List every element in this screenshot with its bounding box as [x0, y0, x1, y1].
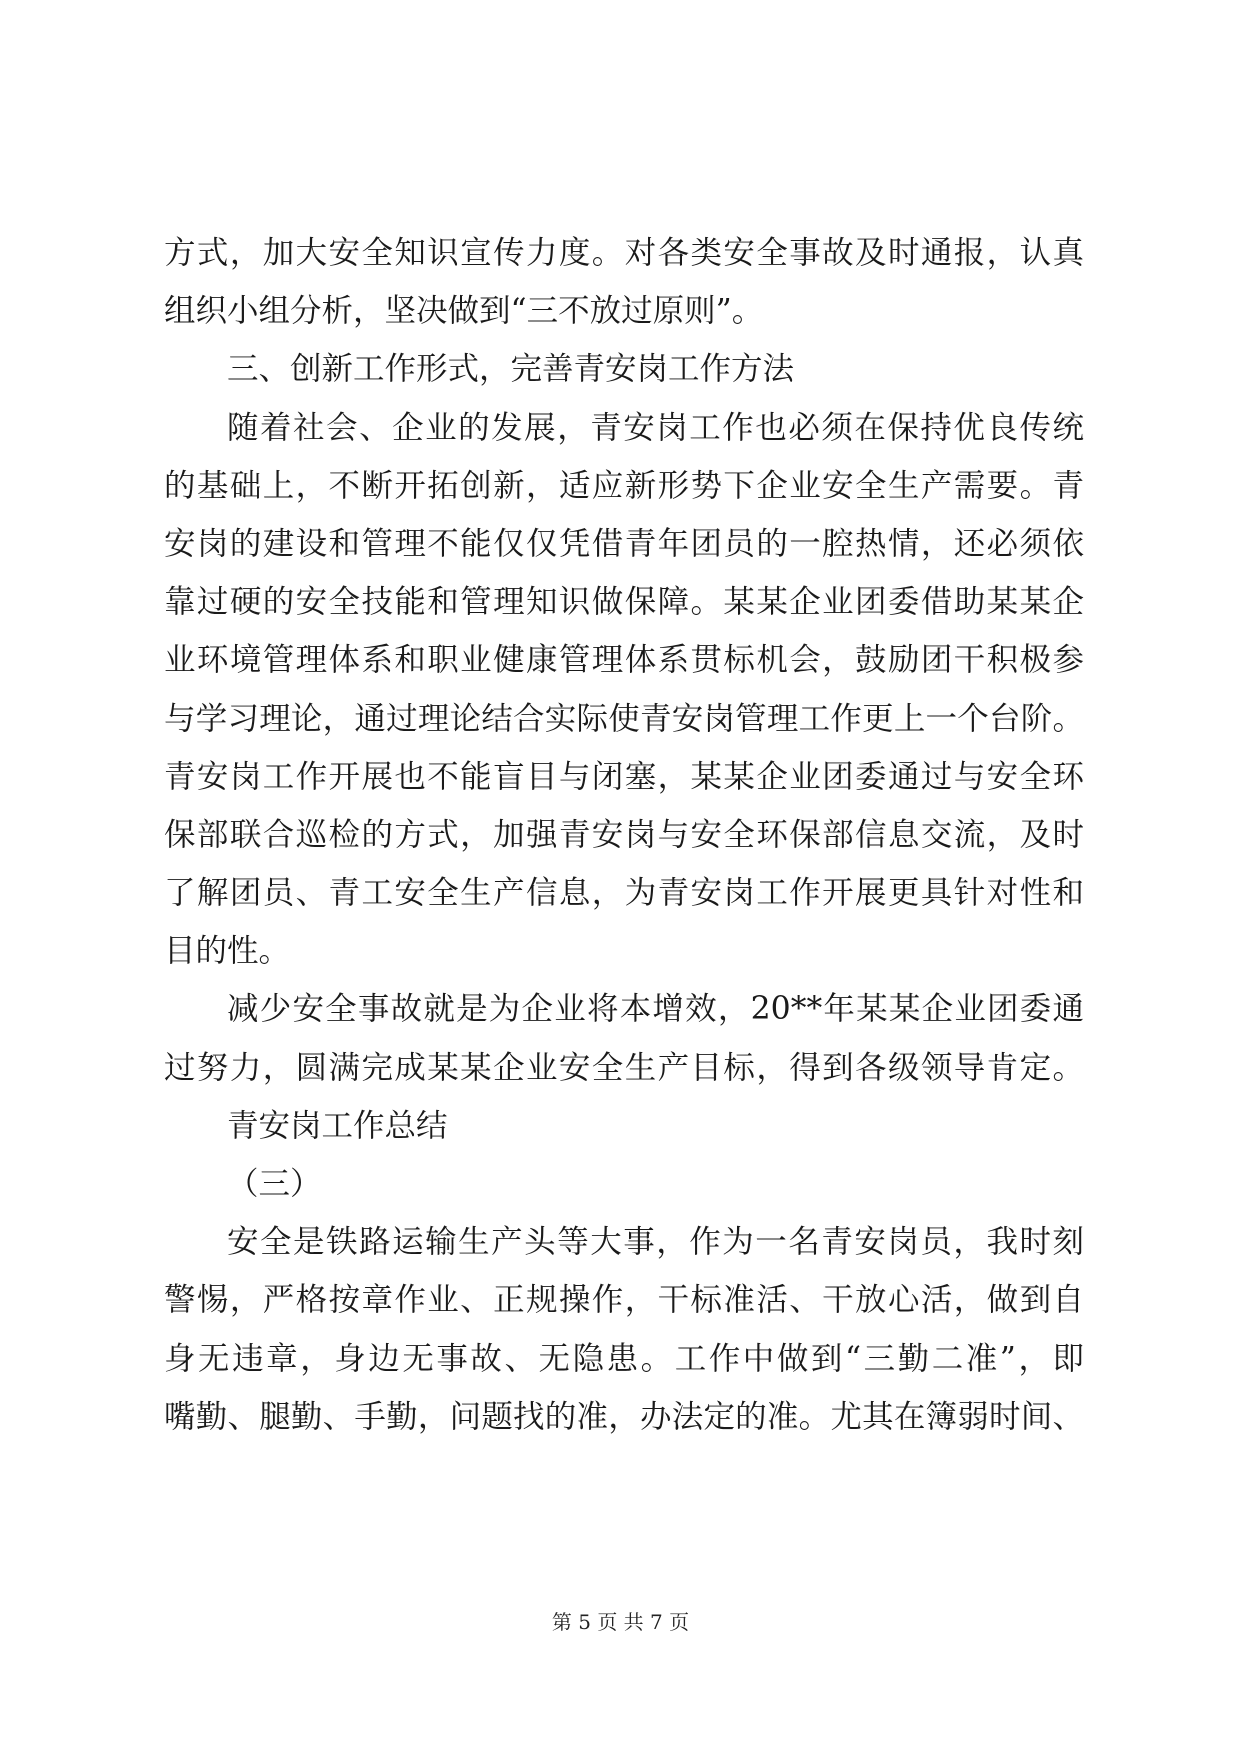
text-line: 减少安全事故就是为企业将本增效，20**年某某企业团委通: [227, 991, 1084, 1028]
text-line: 嘴勤、腿勤、手勤，问题找的准，办法定的准。尤其在簿弱时间、: [164, 1398, 1084, 1435]
text-line: 安岗的建设和管理不能仅仅凭借青年团员的一腔热情，还必须依: [164, 525, 1084, 562]
text-line: 保部联合巡检的方式，加强青安岗与安全环保部信息交流，及时: [164, 816, 1084, 853]
text-line: 随着社会、企业的发展，青安岗工作也必须在保持优良传统: [227, 409, 1084, 446]
text-line: （三）: [227, 1166, 322, 1202]
page-footer: 第 5 页 共 7 页: [551, 1610, 690, 1634]
text-line: 安全是铁路运输生产头等大事，作为一名青安岗员，我时刻: [227, 1224, 1084, 1261]
text-line: 业环境管理体系和职业健康管理体系贯标机会，鼓励团干积极参: [164, 642, 1084, 679]
text-line: 身无违章，身边无事故、无隐患。工作中做到“三勤二准”，即: [164, 1340, 1084, 1377]
text-line: 三、创新工作形式，完善青安岗工作方法: [227, 351, 795, 388]
text-line: 组织小组分析，坚决做到“三不放过原则”。: [164, 293, 764, 330]
text-line: 目的性。: [164, 933, 291, 970]
text-line: 与学习理论，通过理论结合实际使青安岗管理工作更上一个台阶。: [164, 700, 1084, 737]
text-line: 的基础上，不断开拓创新，适应新形势下企业安全生产需要。青: [164, 467, 1084, 504]
text-line: 了解团员、青工安全生产信息，为青安岗工作开展更具针对性和: [164, 875, 1084, 912]
text-line: 靠过硬的安全技能和管理知识做保障。某某企业团委借助某某企: [164, 584, 1084, 621]
text-line: 青安岗工作总结: [227, 1107, 448, 1144]
body-text: [164, 224, 1084, 1446]
text-line: 过努力，圆满完成某某企业安全生产目标，得到各级领导肯定。: [164, 1049, 1084, 1086]
text-line: 警惕，严格按章作业、正规操作，干标准活、干放心活，做到自: [164, 1282, 1084, 1319]
text-line: 方式，加大安全知识宣传力度。对各类安全事故及时通报，认真: [164, 235, 1084, 271]
text-line: 青安岗工作开展也不能盲目与闭塞，某某企业团委通过与安全环: [164, 758, 1084, 795]
